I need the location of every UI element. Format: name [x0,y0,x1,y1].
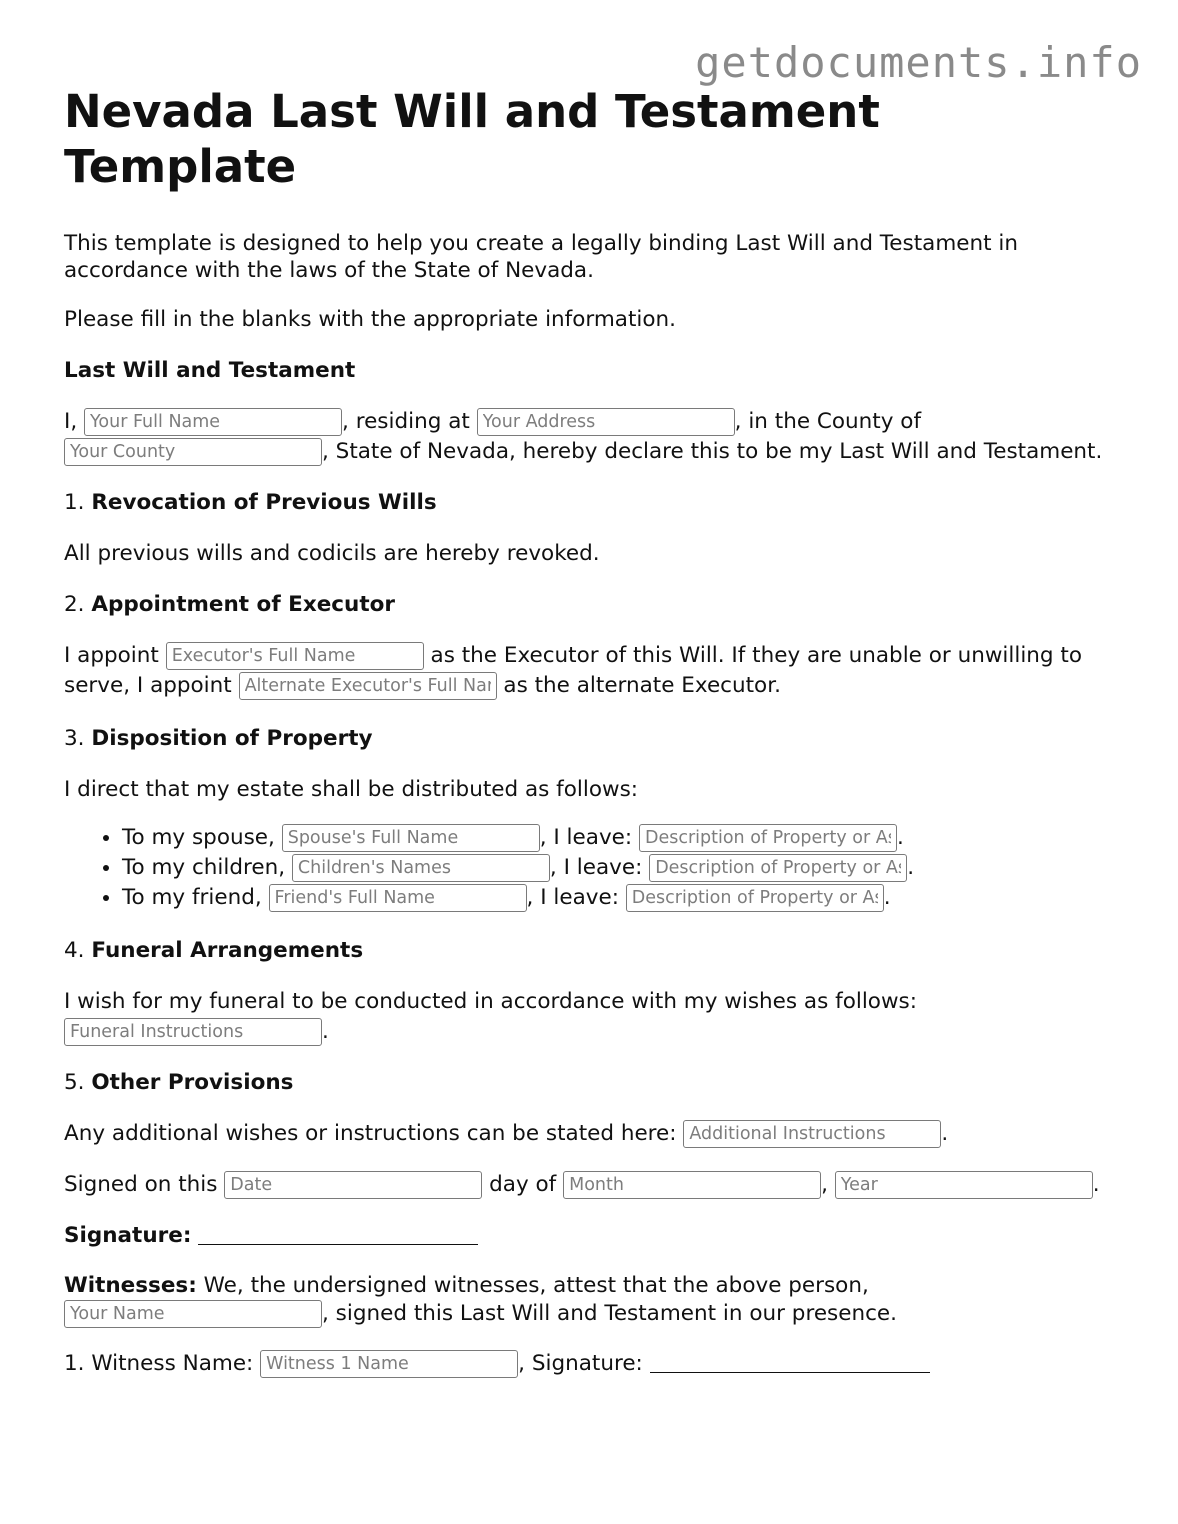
declaration-county: , in the County of [734,409,922,434]
signature-line [64,1221,1124,1251]
list-item [122,823,1124,853]
witness-1-signature-underline [650,1350,930,1373]
bequest-label: To my children, [122,855,286,880]
document [64,84,1124,1379]
funeral-text: I wish for my funeral to be conducted in accordance with my wishes as follows: [64,989,917,1014]
additional-instructions-input[interactable] [683,1120,941,1148]
section-4-heading [64,936,1124,966]
witnesses-text-1: We, the undersigned witnesses, attest that the above person, [203,1273,869,1298]
bequest-leave-text: , I leave: [549,855,643,880]
list-item [122,883,1124,913]
executor-text-2: as the Executor of this Will. If they are unable or unwilling to serve, I appoint [64,643,1082,698]
section-3-text: I direct that my estate shall be distributed as follows: [64,777,639,802]
month-input[interactable] [563,1171,821,1199]
friend-name-input[interactable] [269,884,527,912]
page-title: Nevada Last Will and Testament Template [64,85,880,193]
section-1-text: All previous wills and codicils are hereby revoked. [64,541,600,566]
children-property-input[interactable] [649,854,907,882]
signed-text-2: day of [489,1172,557,1197]
section-2-number: 2. [64,592,85,617]
section-3-title: Disposition of Property [91,726,373,751]
funeral-paragraph [64,987,1124,1047]
list-item [122,853,1124,883]
funeral-instructions-input[interactable] [64,1018,322,1046]
children-names-input[interactable] [292,854,550,882]
witness-1-label: 1. Witness Name: [64,1351,254,1376]
section-1-title: Revocation of Previous Wills [91,490,437,515]
full-name-input[interactable] [84,408,342,436]
declaration-prefix: I, [64,409,78,434]
section-4-title: Funeral Arrangements [91,938,364,963]
other-provisions-paragraph [64,1119,1124,1149]
bequest-end: . [883,885,891,910]
alternate-executor-input[interactable] [239,672,497,700]
section-heading: Last Will and Testament [64,358,356,383]
signed-on-paragraph [64,1170,1124,1200]
declaration-paragraph [64,407,1124,467]
year-input[interactable] [835,1171,1093,1199]
signed-end: . [1092,1172,1100,1197]
instruction-text: Please fill in the blanks with the appropriate information. [64,307,676,332]
other-provisions-text: Any additional wishes or instructions can be stated here: [64,1121,677,1146]
section-5-number: 5. [64,1070,85,1095]
county-input[interactable] [64,438,322,466]
executor-text-3: as the alternate Executor. [503,673,781,698]
witness-1-signature-label: , Signature: [518,1351,643,1376]
section-4-number: 4. [64,938,85,963]
witnesses-text-2: , signed this Last Will and Testament in our presence. [322,1301,897,1326]
funeral-end: . [322,1019,329,1044]
bequest-end: . [896,825,904,850]
signature-underline [198,1222,478,1245]
witness-1-line [64,1349,1124,1379]
date-input[interactable] [224,1171,482,1199]
bequest-leave-text: , I leave: [526,885,619,910]
bequest-list [64,823,1124,913]
friend-property-input[interactable] [626,884,884,912]
bequest-label: To my friend, [122,885,262,910]
watermark: getdocuments.info [695,38,1142,87]
witnesses-paragraph [64,1272,1124,1328]
spouse-property-input[interactable] [639,824,897,852]
section-5-title: Other Provisions [91,1070,294,1095]
spouse-name-input[interactable] [282,824,540,852]
intro-text: This template is designed to help you create a legally binding Last Will and Testament in accordance with the laws of the State of Nevada. [64,231,1018,283]
signed-comma: , [821,1172,828,1197]
section-2-title: Appointment of Executor [91,592,396,617]
bequest-leave-text: , I leave: [539,825,633,850]
declaration-state: , State of Nevada, hereby declare this to be my Last Will and Testament. [322,439,1103,464]
signed-text-1: Signed on this [64,1172,218,1197]
signature-label: Signature: [64,1223,192,1248]
section-5-heading [64,1068,1124,1098]
witness-1-name-input[interactable] [260,1350,518,1378]
section-2-heading [64,590,1124,620]
section-3-number: 3. [64,726,85,751]
witnesses-label: Witnesses: [64,1273,197,1298]
address-input[interactable] [477,408,735,436]
testator-name-input[interactable] [64,1300,322,1328]
executor-name-input[interactable] [166,642,424,670]
declaration-residing: , residing at [342,409,470,434]
section-1-heading [64,488,1124,518]
section-3-heading [64,724,1124,754]
executor-paragraph [64,641,1124,701]
executor-text-1: I appoint [64,643,159,668]
bequest-end: . [907,855,915,880]
bequest-label: To my spouse, [122,825,275,850]
section-1-number: 1. [64,490,85,515]
other-provisions-end: . [941,1121,949,1146]
